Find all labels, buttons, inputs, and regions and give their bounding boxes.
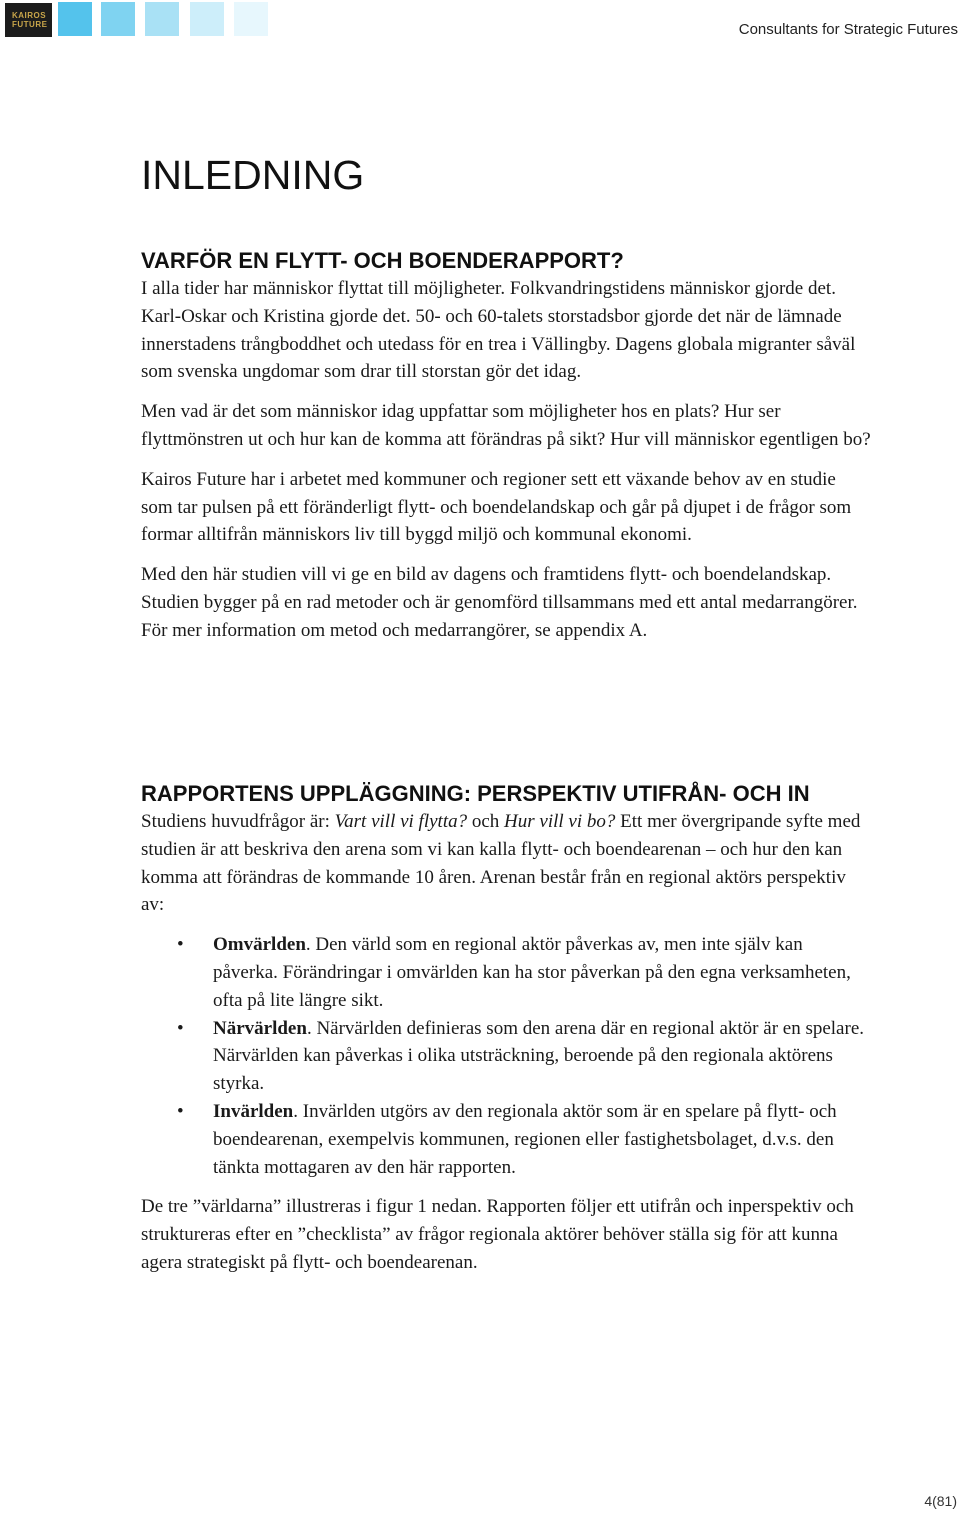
intro-question-1: Vart vill vi flytta? bbox=[334, 811, 468, 832]
decor-square-2 bbox=[101, 2, 135, 36]
decor-square-3 bbox=[145, 2, 179, 36]
intro-question-2: Hur vill vi bo? bbox=[504, 811, 616, 832]
bullet-text: . Invärlden utgörs av den regionala aktör som är en spelare på flytt- och boendearenan, exempelvis kommunen, regionen eller fastighetsbolaget, d.v.s. den tänkta mottagaren av den här rapporten. bbox=[213, 1100, 837, 1178]
list-item-invarlden bbox=[141, 1098, 871, 1181]
closing-paragraph: De tre ”världarna” illustreras i figur 1 nedan. Rapporten följer ett utifrån och inperspektiv och struktureras efter en ”checklista” av frågor regionala aktörer behöver ställa sig för att kunna agera strategiskt på flytt- och boendearenan. bbox=[141, 1196, 854, 1273]
page-title: INLEDNING bbox=[141, 152, 365, 198]
bullet-icon: • bbox=[177, 1100, 184, 1122]
list-item-omvarlden bbox=[141, 931, 871, 1014]
bullet-text: . Närvärlden definieras som den arena där en regional aktör är en spelare. Närvärlden kan påverkas i olika utsträckning, beroende på den regionala aktörens styrka. bbox=[213, 1017, 865, 1095]
decor-square-1 bbox=[58, 2, 92, 36]
section-heading-structure: RAPPORTENS UPPLÄGGNING: PERSPEKTIV UTIFRÅN- OCH IN bbox=[141, 781, 810, 806]
bullet-term: Närvärlden bbox=[213, 1017, 307, 1039]
decor-square-5 bbox=[234, 2, 268, 36]
header-tagline: Consultants for Strategic Futures bbox=[738, 21, 958, 38]
bullet-text: . Den värld som en regional aktör påverkas av, men inte själv kan påverka. Förändringar i omvärlden kan ha stor påverkan på den egna verksamheten, ofta på lite längre sikt. bbox=[213, 934, 851, 1011]
page-number: 4(81) bbox=[924, 1493, 957, 1509]
bullet-term: Omvärlden bbox=[213, 934, 306, 956]
decor-square-4 bbox=[190, 2, 224, 36]
section-heading-why: VARFÖR EN FLYTT- OCH BOENDERAPPORT? bbox=[141, 248, 624, 273]
list-item-narvarlden bbox=[141, 1015, 871, 1098]
paragraph-4: Med den här studien vill vi ge en bild av dagens och framtidens flytt- och boendelandskap. Studien bygger på en rad metoder och är genomförd tillsammans med ett antal medarrangörer. För mer information om metod och medarrangörer, se appendix A. bbox=[141, 564, 858, 641]
kairos-future-logo bbox=[5, 3, 52, 37]
logo-line-1: KAIROS bbox=[12, 11, 47, 20]
paragraph-1: I alla tider har människor flyttat till möjligheter. Folkvandringstidens människor gjorde det. Karl-Oskar och Kristina gjorde det. 50- och 60-talets storstadsbor gjorde det när de lämnade innerstadens trångboddhet och utedass för en trea i Vällingby. Dagens globala migranter såväl som svenska ungdomar som drar till storstan gör det idag. bbox=[141, 278, 856, 383]
intro-text-a: Studiens huvudfrågor är: bbox=[141, 811, 335, 832]
paragraph-3: Kairos Future har i arbetet med kommuner och regioner sett ett växande behov av en studie som tar pulsen på ett föränderligt flytt- och boendelandskap och går på djupet i de frågor som formar alltifrån människors liv till byggd miljö och kommunal ekonomi. bbox=[141, 468, 852, 546]
bullet-icon: • bbox=[177, 934, 184, 956]
logo-line-2: FUTURE bbox=[12, 20, 48, 29]
page-header bbox=[0, 0, 960, 44]
bullet-term: Invärlden bbox=[213, 1100, 294, 1122]
structure-intro bbox=[141, 808, 871, 919]
intro-text-b: och bbox=[467, 811, 505, 832]
bullet-icon: • bbox=[177, 1017, 184, 1039]
section-report-structure bbox=[141, 780, 871, 1277]
section-why-report bbox=[141, 247, 871, 645]
worlds-list bbox=[141, 931, 871, 1181]
paragraph-2: Men vad är det som människor idag uppfattar som möjligheter hos en plats? Hur ser flyttmönstren ut och hur kan de komma att förändras på sikt? Hur vill människor egentligen bo? bbox=[141, 401, 871, 450]
intro-text-c: Ett mer övergripande syfte med studien är att beskriva den arena som vi kan kalla flytt- och boendearenan – och hur den kan komma att förändras de kommande 10 åren. Arenan består från en regional aktörs perspektiv av: bbox=[141, 811, 861, 916]
